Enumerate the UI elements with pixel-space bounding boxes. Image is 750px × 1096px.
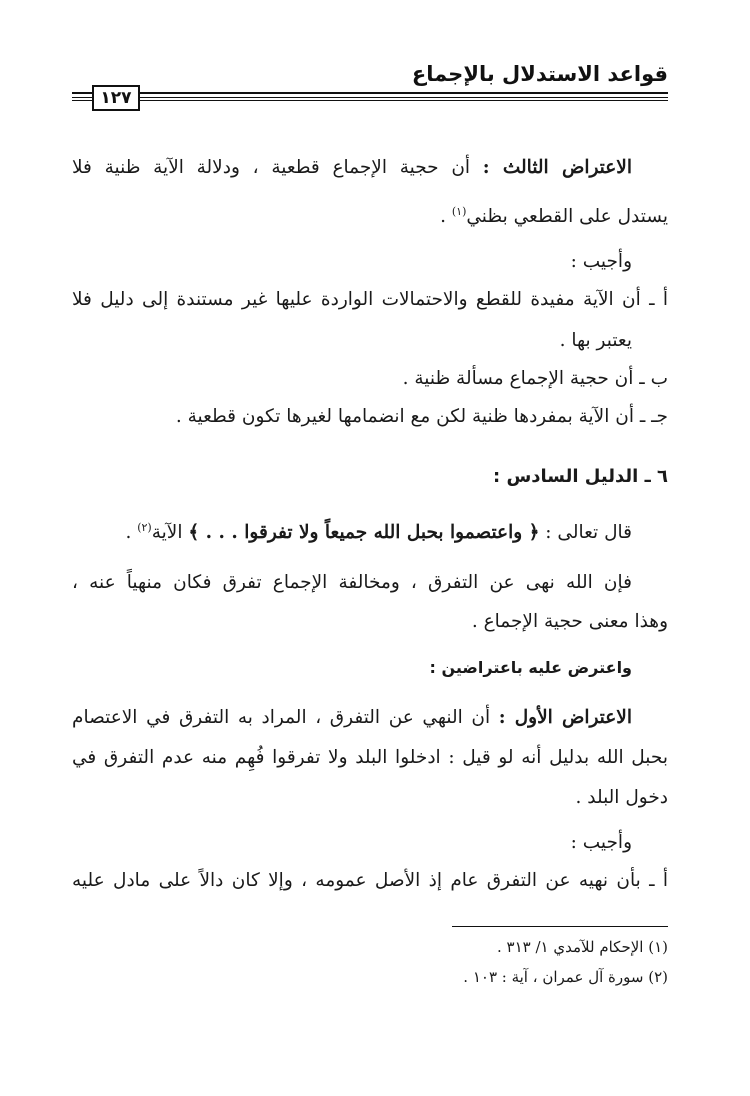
objection-1-line-3: دخول البلد . bbox=[575, 787, 668, 808]
objection-3-lead: الاعتراض الثالث : bbox=[482, 157, 632, 178]
answer-c-line: جـ ـ أن الآية بمفردها ظنية لكن مع انضمامها لغيرها تكون قطعية . bbox=[175, 406, 668, 427]
header-rule bbox=[72, 92, 668, 94]
verse-intro: قال تعالى : bbox=[539, 522, 632, 544]
answer-heading-1: وأجيب : bbox=[570, 251, 632, 272]
answer-heading-2: وأجيب : bbox=[570, 832, 632, 853]
section-heading: ٦ ـ الدليل السادس : bbox=[493, 466, 668, 487]
objection-1-line-1 bbox=[72, 703, 632, 733]
objections-heading: واعترض عليه باعتراضين : bbox=[429, 658, 632, 677]
answer-2a-line: أ ـ بأن نهيه عن التفرق عام إذ الأصل عمومه ، وإلا كان دالاً على مادل عليه bbox=[72, 870, 668, 891]
page-number: ١٢٧ bbox=[92, 85, 140, 111]
period: . bbox=[125, 522, 138, 544]
answer-a-line-2: يعتبر بها . bbox=[559, 330, 632, 351]
header-rule-thin-lower bbox=[72, 100, 668, 101]
objection-3-text: أن حجية الإجماع قطعية ، ودلالة الآية ظنية فلا bbox=[72, 157, 483, 178]
running-title: قواعد الاستدلال بالإجماع bbox=[411, 62, 668, 86]
footnote-rule bbox=[452, 926, 668, 927]
verse-tail: الآية bbox=[151, 522, 189, 544]
footnote-ref-2: (٢) bbox=[137, 521, 152, 534]
footnote-ref-1: (١) bbox=[451, 205, 467, 218]
objection-1-line-2: بحبل الله بدليل أنه لو قيل : ادخلوا البلد ولا تفرقوا فُهِم منه عدم التفرق في bbox=[72, 747, 668, 768]
verse-line bbox=[72, 513, 632, 548]
header-rule-thin bbox=[72, 97, 668, 98]
answer-a-line-1: أ ـ أن الآية مفيدة للقطع والاحتمالات الواردة عليها غير مستندة إلى دليل فلا bbox=[72, 289, 668, 310]
objection-3-text-2: يستدل على القطعي بظني bbox=[466, 206, 668, 228]
footnote-1: (١) الإحكام للآمدي ١/ ٣١٣ . bbox=[497, 938, 668, 956]
quran-verse: ﴿ واعتصموا بحبل الله جميعاً ولا تفرقوا . . . ﴾ bbox=[188, 522, 540, 544]
objection-3-line-1 bbox=[72, 153, 632, 183]
objection-1-text: أن النهي عن التفرق ، المراد به التفرق في الاعتصام bbox=[72, 707, 499, 728]
period: . bbox=[440, 206, 452, 228]
objection-3-line-2 bbox=[72, 197, 668, 232]
answer-b-line: ب ـ أن حجية الإجماع مسألة ظنية . bbox=[402, 368, 668, 389]
footnote-2: (٢) سورة آل عمران ، آية : ١٠٣ . bbox=[463, 968, 668, 986]
argument-line-1: فإن الله نهى عن التفرق ، ومخالفة الإجماع تفرق فكان منهياً عنه ، bbox=[72, 572, 632, 593]
argument-line-2: وهذا معنى حجية الإجماع . bbox=[471, 611, 668, 632]
objection-1-lead: الاعتراض الأول : bbox=[498, 707, 632, 728]
